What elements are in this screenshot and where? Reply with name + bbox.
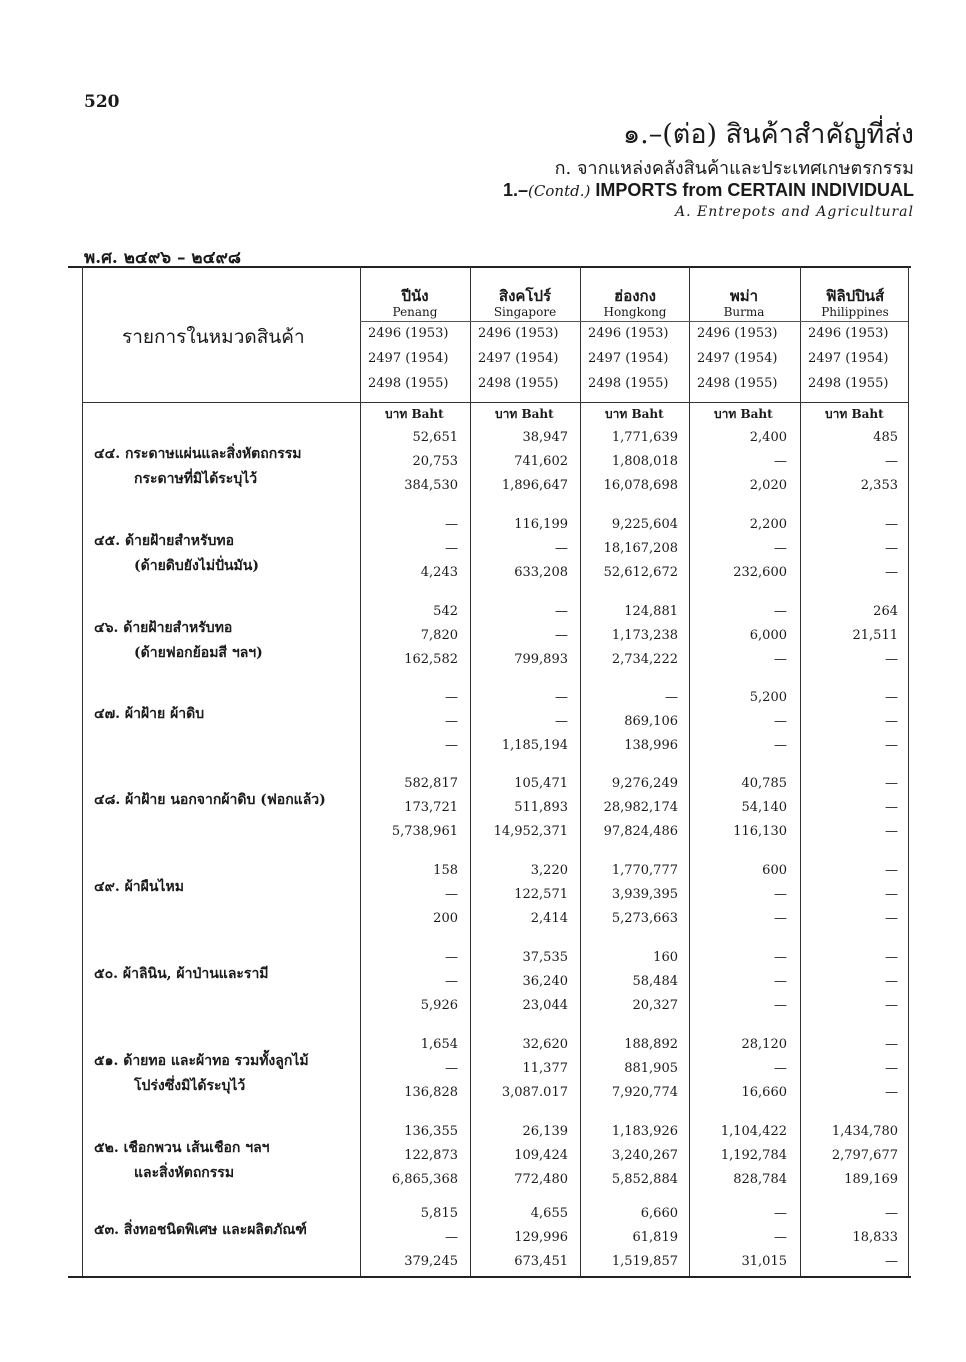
table-cell: 122,873	[404, 1148, 458, 1163]
table-cell: —	[555, 541, 568, 556]
table-cell: —	[885, 776, 898, 791]
column-divider	[908, 266, 909, 1276]
table-cell: 21,511	[852, 628, 898, 643]
table-cell: 1,173,238	[611, 628, 678, 643]
column-header-th: ฟิลิปปินส์	[825, 287, 885, 305]
item-label: ๔๖. ด้ายฝ้ายสำหรับทอ	[94, 620, 233, 636]
column-header-en: Hongkong	[603, 305, 667, 319]
table-cell: —	[774, 887, 787, 902]
table-cell: —	[885, 1254, 898, 1269]
table-cell: —	[885, 824, 898, 839]
table-cell: 14,952,371	[493, 824, 568, 839]
table-cell: 1,104,422	[720, 1124, 787, 1139]
table-cell: 379,245	[404, 1254, 458, 1269]
table-cell: 158	[433, 863, 458, 878]
table-cell: 2,400	[749, 430, 787, 445]
table-cell: 828,784	[733, 1172, 787, 1187]
column-header-th: สิงคโปร์	[498, 287, 552, 305]
column-header-th: ฮ่องกง	[614, 287, 656, 305]
table-cell: —	[885, 950, 898, 965]
item-label: ๕๒. เชือกพวน เส้นเชือก ฯลฯ	[94, 1140, 270, 1156]
table-cell: 485	[873, 430, 898, 445]
table-cell: 37,535	[522, 950, 568, 965]
table-cell: —	[445, 738, 458, 753]
item-label: ๔๘. ผ้าฝ้าย นอกจากผ้าดิบ (ฟอกแล้ว)	[94, 792, 326, 808]
year-label: 2498 (1955)	[808, 376, 889, 391]
table-cell: —	[774, 652, 787, 667]
table-cell: 2,353	[860, 478, 898, 493]
table-cell: —	[774, 714, 787, 729]
table-cell: —	[885, 998, 898, 1013]
item-label: ๔๙. ผ้าผืนไหม	[94, 879, 184, 895]
table-cell: —	[445, 887, 458, 902]
table-cell: 97,824,486	[603, 824, 678, 839]
item-label-cont: (ด้ายดิบยังไม่ปั่นมัน)	[134, 558, 259, 574]
table-cell: 136,355	[404, 1124, 458, 1139]
table-cell: 18,833	[852, 1230, 898, 1245]
table-cell: —	[885, 738, 898, 753]
table-cell: 3,087.017	[501, 1085, 568, 1100]
table-cell: 16,660	[741, 1085, 787, 1100]
table-cell: 384,530	[404, 478, 458, 493]
table-cell: 162,582	[404, 652, 458, 667]
year-label: 2496 (1953)	[368, 326, 449, 341]
table-cell: 4,243	[420, 565, 458, 580]
table-cell: 1,519,857	[611, 1254, 678, 1269]
table-cell: 5,815	[420, 1206, 458, 1221]
table-cell: —	[885, 565, 898, 580]
table-cell: 741,602	[514, 454, 568, 469]
table-cell: —	[885, 1206, 898, 1221]
table-cell: 20,327	[632, 998, 678, 1013]
table-cell: 18,167,208	[603, 541, 678, 556]
table-cell: 9,225,604	[611, 517, 678, 532]
table-cell: —	[885, 690, 898, 705]
table-cell: —	[555, 714, 568, 729]
table-cell: —	[445, 1061, 458, 1076]
table-cell: —	[885, 911, 898, 926]
table-cell: —	[774, 1061, 787, 1076]
unit-label: บาท Baht	[825, 407, 884, 421]
table-cell: 129,996	[514, 1230, 568, 1245]
table-cell: 869,106	[624, 714, 678, 729]
table-cell: 3,939,395	[611, 887, 678, 902]
table-cell: 2,020	[749, 478, 787, 493]
column-divider	[82, 266, 83, 1276]
table-cell: 40,785	[741, 776, 787, 791]
table-cell: 6,000	[749, 628, 787, 643]
table-cell: 5,738,961	[391, 824, 458, 839]
table-cell: 109,424	[514, 1148, 568, 1163]
table-cell: 23,044	[522, 998, 568, 1013]
year-label: 2496 (1953)	[808, 326, 889, 341]
table-cell: —	[885, 454, 898, 469]
table-cell: 5,200	[749, 690, 787, 705]
table-cell: 1,434,780	[831, 1124, 898, 1139]
column-divider	[360, 266, 361, 1276]
page-number: 520	[84, 92, 120, 112]
period-label: พ.ศ. ๒๔๙๖ – ๒๔๙๘	[84, 248, 242, 268]
column-divider	[800, 266, 801, 1276]
table-cell: 1,808,018	[611, 454, 678, 469]
table-cell: 173,721	[404, 800, 458, 815]
table-cell: 582,817	[404, 776, 458, 791]
table-cell: 6,865,368	[391, 1172, 458, 1187]
table-cell: —	[555, 690, 568, 705]
table-cell: 1,771,639	[611, 430, 678, 445]
header-separator-inner	[360, 321, 908, 322]
table-cell: 6,660	[640, 1206, 678, 1221]
column-divider	[580, 266, 581, 1276]
table-cell: —	[885, 541, 898, 556]
table-cell: 2,734,222	[611, 652, 678, 667]
year-label: 2497 (1954)	[588, 351, 669, 366]
item-label-cont: (ด้ายฟอกย้อมสี ฯลฯ)	[134, 645, 263, 661]
table-cell: —	[885, 714, 898, 729]
item-label: ๔๕. ด้ายฝ้ายสำหรับทอ	[94, 533, 235, 549]
english-title-contd: (Contd.)	[528, 182, 591, 200]
item-label: ๕๐. ผ้าลินิน, ผ้าป่านและรามี	[94, 966, 269, 982]
table-cell: —	[885, 1085, 898, 1100]
table-cell: 122,571	[514, 887, 568, 902]
item-label: ๕๑. ด้ายทอ และผ้าทอ รวมทั้งลูกไม้	[94, 1053, 309, 1069]
column-header-th: พม่า	[729, 287, 759, 305]
table-cell: 16,078,698	[603, 478, 678, 493]
column-header-en: Singapore	[493, 305, 557, 319]
year-label: 2497 (1954)	[368, 351, 449, 366]
table-cell: 600	[762, 863, 787, 878]
table-cell: 5,852,884	[611, 1172, 678, 1187]
table-cell: 673,451	[514, 1254, 568, 1269]
table-cell: 3,220	[530, 863, 568, 878]
column-header-th: ปีนัง	[401, 287, 429, 305]
table-cell: 1,654	[420, 1037, 458, 1052]
table-cell: 7,820	[420, 628, 458, 643]
english-title-prefix: 1.–	[503, 180, 529, 200]
table-cell: 1,770,777	[611, 863, 678, 878]
table-cell: —	[445, 974, 458, 989]
item-label-cont: กระดาษที่มิได้ระบุไว้	[134, 471, 258, 487]
year-label: 2497 (1954)	[478, 351, 559, 366]
table-cell: 116,130	[733, 824, 787, 839]
table-cell: 542	[433, 604, 458, 619]
year-label: 2498 (1955)	[478, 376, 559, 391]
table-cell: 28,982,174	[603, 800, 678, 815]
table-cell: 1,192,784	[720, 1148, 787, 1163]
column-header-en: Penang	[392, 305, 438, 319]
year-label: 2498 (1955)	[697, 376, 778, 391]
table-cell: —	[885, 652, 898, 667]
table-cell: —	[445, 541, 458, 556]
table-cell: 188,892	[624, 1037, 678, 1052]
table-cell: 2,414	[530, 911, 568, 926]
unit-label: บาท Baht	[714, 407, 773, 421]
column-divider	[470, 266, 471, 1276]
header-separator	[82, 402, 908, 403]
unit-label: บาท Baht	[605, 407, 664, 421]
year-label: 2496 (1953)	[697, 326, 778, 341]
table-cell: 116,199	[514, 517, 568, 532]
table-cell: —	[774, 1206, 787, 1221]
table-cell: —	[445, 714, 458, 729]
item-label: ๔๗. ผ้าฝ้าย ผ้าดิบ	[94, 706, 205, 722]
table-cell: —	[885, 1037, 898, 1052]
table-cell: —	[774, 998, 787, 1013]
table-cell: 28,120	[741, 1037, 787, 1052]
table-cell: 54,140	[741, 800, 787, 815]
table-cell: 124,881	[624, 604, 678, 619]
year-label: 2496 (1953)	[478, 326, 559, 341]
item-label-cont: และสิ่งหัตถกรรม	[134, 1165, 235, 1181]
unit-label: บาท Baht	[385, 407, 444, 421]
english-title	[503, 180, 914, 201]
table-cell: 1,185,194	[501, 738, 568, 753]
table-cell: 52,651	[412, 430, 458, 445]
table-cell: 1,896,647	[501, 478, 568, 493]
table-cell: —	[555, 604, 568, 619]
table-cell: 9,276,249	[611, 776, 678, 791]
table-cell: 136,828	[404, 1085, 458, 1100]
table-cell: 511,893	[514, 800, 568, 815]
table-cell: —	[885, 863, 898, 878]
table-cell: —	[445, 690, 458, 705]
table-cell: 633,208	[514, 565, 568, 580]
thai-subtitle: ก. จากแหล่งคลังสินค้าและประเทศเกษตรกรรม	[554, 158, 914, 179]
table-cell: —	[665, 690, 678, 705]
column-header-en: Burma	[723, 305, 765, 319]
table-cell: —	[774, 604, 787, 619]
table-cell: 160	[653, 950, 678, 965]
table-cell: —	[885, 517, 898, 532]
table-cell: —	[445, 1230, 458, 1245]
table-cell: 881,905	[624, 1061, 678, 1076]
table-cell: 2,200	[749, 517, 787, 532]
table-cell: 105,471	[514, 776, 568, 791]
table-cell: —	[774, 911, 787, 926]
table-cell: 5,926	[420, 998, 458, 1013]
english-subtitle: A. Entrepots and Agricultural	[674, 204, 914, 220]
category-header: รายการในหมวดสินค้า	[122, 326, 305, 348]
table-cell: —	[885, 887, 898, 902]
unit-label: บาท Baht	[495, 407, 554, 421]
table-cell: —	[885, 974, 898, 989]
thai-title: ๑.–(ต่อ) สินค้าสำคัญที่ส่ง	[623, 119, 914, 150]
table-cell: 61,819	[632, 1230, 678, 1245]
year-label: 2498 (1955)	[588, 376, 669, 391]
table-cell: 31,015	[741, 1254, 787, 1269]
table-cell: 52,612,672	[603, 565, 678, 580]
item-label: ๕๓. สิ่งทอชนิดพิเศษ และผลิตภัณฑ์	[94, 1222, 307, 1238]
table-cell: 1,183,926	[611, 1124, 678, 1139]
table-cell: —	[885, 800, 898, 815]
table-cell: —	[774, 541, 787, 556]
table-cell: 138,996	[624, 738, 678, 753]
table-cell: 20,753	[412, 454, 458, 469]
table-cell: 32,620	[522, 1037, 568, 1052]
table-cell: —	[774, 950, 787, 965]
table-cell: 799,893	[514, 652, 568, 667]
table-cell: 772,480	[514, 1172, 568, 1187]
table-cell: 36,240	[522, 974, 568, 989]
table-cell: 26,139	[522, 1124, 568, 1139]
table-cell: 189,169	[844, 1172, 898, 1187]
table-cell: 38,947	[522, 430, 568, 445]
table-cell: 5,273,663	[611, 911, 678, 926]
table-cell: 232,600	[733, 565, 787, 580]
item-label-cont: โปร่งซึ่งมิได้ระบุไว้	[134, 1078, 246, 1094]
table-cell: 264	[873, 604, 898, 619]
table-cell: 4,655	[530, 1206, 568, 1221]
table-cell: 2,797,677	[831, 1148, 898, 1163]
table-cell: 200	[433, 911, 458, 926]
table-cell: 11,377	[522, 1061, 568, 1076]
column-divider	[689, 266, 690, 1276]
table-cell: —	[774, 454, 787, 469]
year-label: 2497 (1954)	[697, 351, 778, 366]
table-cell: 7,920,774	[611, 1085, 678, 1100]
table-cell: —	[445, 517, 458, 532]
table-cell: 58,484	[632, 974, 678, 989]
table-cell: —	[555, 628, 568, 643]
column-header-en: Philippines	[821, 305, 889, 319]
year-label: 2496 (1953)	[588, 326, 669, 341]
table-cell: —	[774, 1230, 787, 1245]
table-cell: 3,240,267	[611, 1148, 678, 1163]
table-cell: —	[445, 950, 458, 965]
year-label: 2498 (1955)	[368, 376, 449, 391]
table-cell: —	[774, 974, 787, 989]
table-cell: —	[885, 1061, 898, 1076]
item-label: ๔๔. กระดาษแผ่นและสิ่งหัตถกรรม	[94, 446, 302, 462]
table-cell: —	[774, 738, 787, 753]
year-label: 2497 (1954)	[808, 351, 889, 366]
english-title-text: IMPORTS from CERTAIN INDIVIDUAL	[590, 180, 914, 200]
